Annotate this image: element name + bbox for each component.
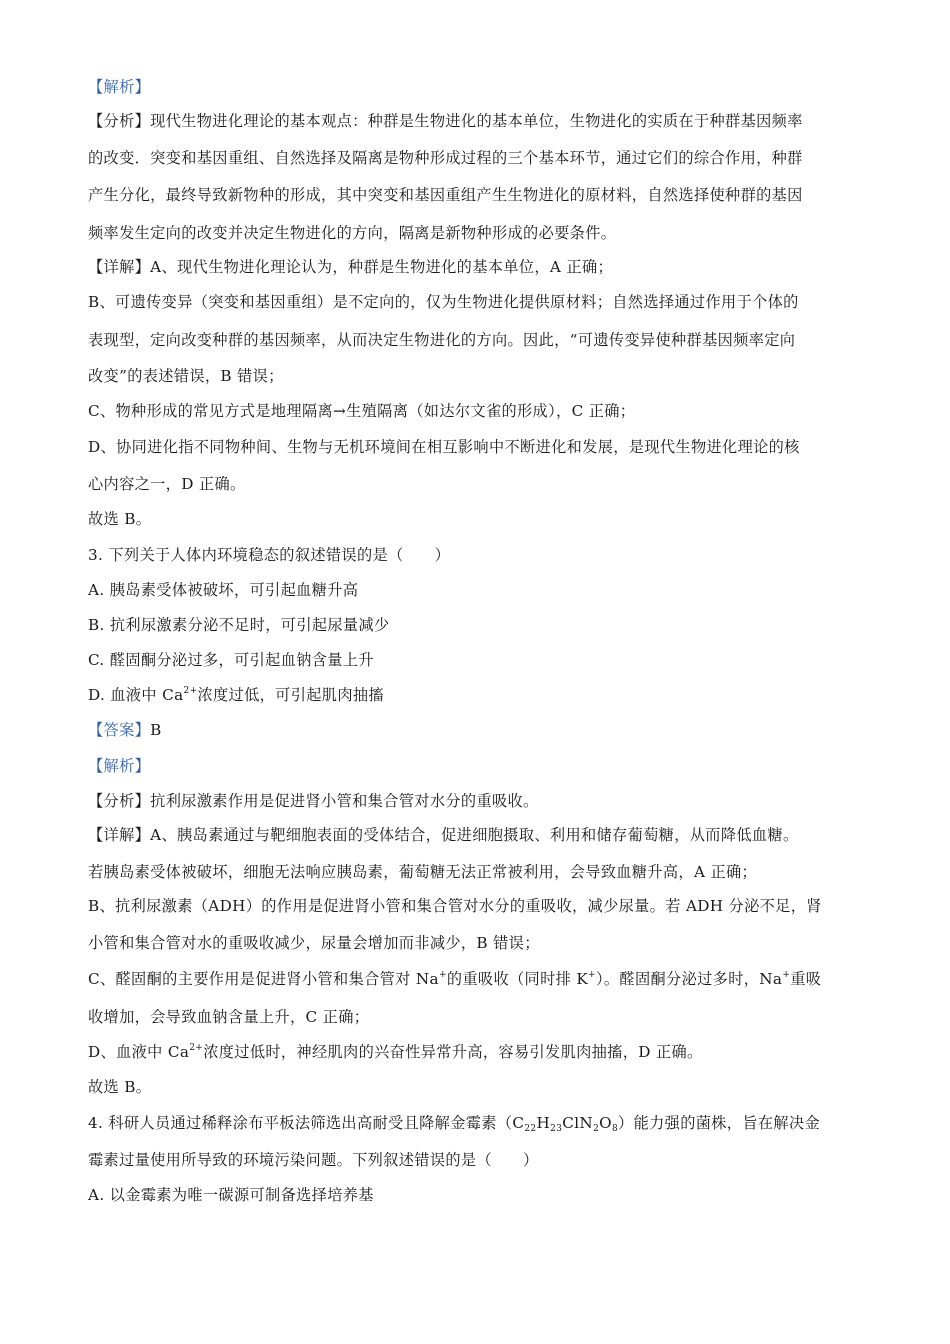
q3-line-c1-mid2: ）。醛固酮分泌过多时，Na: [595, 970, 783, 988]
q2-fenxi-text-1: 现代生物进化理论的基本观点：种群是生物进化的基本单位，生物进化的实质在于种群基因频率: [150, 112, 803, 130]
q3-line-c1-sup3: +: [782, 970, 791, 980]
q2-conclusion: 故选 B。: [88, 510, 152, 528]
q3-line-d-post: 浓度过低时，神经肌肉的兴奋性异常升高，容易引发肌肉抽搐，D 正确。: [203, 1043, 703, 1061]
q3-stem: 3. 下列关于人体内环境稳态的叙述错误的是（ ）: [88, 546, 451, 564]
q4-formula-n-count: 2: [593, 1124, 600, 1134]
q2-fenxi-tag: 【分析】: [88, 112, 151, 130]
q3-jiexi-tag: 【解析】: [88, 757, 151, 775]
q2-line-b3: 改变”的表述错误，B 错误；: [88, 367, 284, 385]
q3-option-d-pre: D. 血液中 Ca: [88, 686, 184, 704]
q4-formula-c-count: 22: [524, 1124, 537, 1134]
q3-option-d: [88, 685, 868, 705]
q2-xiangjie-tag: 【详解】: [88, 258, 151, 276]
q3-line-b1: B、抗利尿激素（ADH）的作用是促进肾小管和集合管对水分的重吸收，减少尿量。若 ADH 分泌不足，肾: [88, 897, 822, 915]
q2-fenxi-line-4: 频率发生定向的改变并决定生物进化的方向，隔离是新物种形成的必要条件。: [88, 224, 617, 242]
q2-line-d2: 心内容之一，D 正确。: [88, 475, 246, 493]
q3-line-d-sup: 2+: [189, 1043, 204, 1053]
q4-formula-o-count: 8: [611, 1124, 619, 1134]
q3-line-c1-sup2: +: [588, 970, 596, 980]
q4-stem-pre: 4. 科研人员通过稀释涂布平板法筛选出高耐受且降解金霉素（C: [88, 1114, 525, 1132]
q4-formula-cln: ClN: [562, 1114, 594, 1132]
q2-xiangjie-text-a: A、现代生物进化理论认为，种群是生物进化的基本单位，A 正确；: [150, 258, 614, 276]
q3-fenxi-text: 抗利尿激素作用是促进肾小管和集合管对水分的重吸收。: [150, 792, 539, 810]
q3-answer-value: B: [150, 721, 162, 739]
q2-line-d1: D、协同进化指不同物种间、生物与无机环境间在相互影响中不断进化和发展，是现代生物进化理论的核: [88, 438, 800, 456]
q4-formula-h: H: [536, 1114, 551, 1132]
q4-stem-line-2: 霉素过量使用所导致的环境污染问题。下列叙述错误的是（ ）: [88, 1151, 539, 1169]
q3-conclusion: 故选 B。: [88, 1078, 152, 1096]
q3-xiangjie-tag: 【详解】: [88, 826, 151, 844]
q4-stem-post: ）能力强的菌株，旨在解决金: [618, 1114, 821, 1132]
q3-line-a2: 若胰岛素受体被破坏，细胞无法响应胰岛素，葡萄糖无法正常被利用，会导致血糖升高，A 正确；: [88, 863, 758, 881]
q3-line-c1: [88, 969, 868, 989]
q2-fenxi-line-1: [88, 111, 868, 131]
q3-line-d-pre: D、血液中 Ca: [88, 1043, 190, 1061]
q3-fenxi-tag: 【分析】: [88, 792, 151, 810]
q2-fenxi-line-3: 产生分化，最终导致新物种的形成，其中突变和基因重组产生生物进化的原材料，自然选择使种群的基因: [88, 186, 803, 204]
q2-line-b2: 表现型，定向改变种群的基因频率，从而决定生物进化的方向。因此，“可遗传变异使种群基因频率定向: [88, 331, 796, 349]
q3-line-c1-mid: 的重吸收（同时排 K: [446, 970, 589, 988]
q4-option-a: A. 以金霉素为唯一碳源可制备选择培养基: [88, 1186, 374, 1204]
q3-xiangjie-text-a1: A、胰岛素通过与靶细胞表面的受体结合，促进细胞摄取、利用和储存葡萄糖，从而降低血糖。: [150, 826, 799, 844]
q3-fenxi-line: [88, 791, 868, 811]
q3-answer-line: [88, 720, 868, 740]
q4-formula-o: O: [599, 1114, 612, 1132]
q3-answer-tag: 【答案】: [88, 721, 151, 739]
q2-jiexi-tag: 【解析】: [88, 78, 151, 96]
q2-fenxi-line-2: 的改变．突变和基因重组、自然选择及隔离是物种形成过程的三个基本环节，通过它们的综合作用，种群: [88, 149, 803, 167]
q4-stem-line-1: [88, 1113, 868, 1133]
q3-line-d: [88, 1042, 868, 1062]
q3-option-a: A. 胰岛素受体被破坏，可引起血糖升高: [88, 581, 359, 599]
q3-line-c1-post: 重吸: [790, 970, 822, 988]
q4-formula-h-count: 23: [550, 1124, 563, 1134]
q3-line-c1-sup1: +: [438, 970, 447, 980]
q2-line-c: C、物种形成的常见方式是地理隔离→生殖隔离（如达尔文雀的形成），C 正确；: [88, 402, 636, 420]
q3-option-b: B. 抗利尿激素分泌不足时，可引起尿量减少: [88, 616, 390, 634]
q3-line-c1-pre: C、醛固酮的主要作用是促进肾小管和集合管对 Na: [88, 970, 439, 988]
q3-option-d-sup: 2+: [183, 686, 198, 696]
q3-option-d-post: 浓度过低，可引起肌肉抽搐: [197, 686, 384, 704]
q3-line-b2: 小管和集合管对水的重吸收减少，尿量会增加而非减少，B 错误；: [88, 934, 540, 952]
q3-line-c2: 收增加，会导致血钠含量上升，C 正确；: [88, 1008, 370, 1026]
q2-line-b1: B、可遗传变异（突变和基因重组）是不定向的，仅为生物进化提供原材料；自然选择通过作用于个体的: [88, 293, 799, 311]
q3-xiangjie-line-a1: [88, 825, 868, 845]
q2-xiangjie-line-a: [88, 257, 868, 277]
q3-option-c: C. 醛固酮分泌过多，可引起血钠含量上升: [88, 651, 374, 669]
